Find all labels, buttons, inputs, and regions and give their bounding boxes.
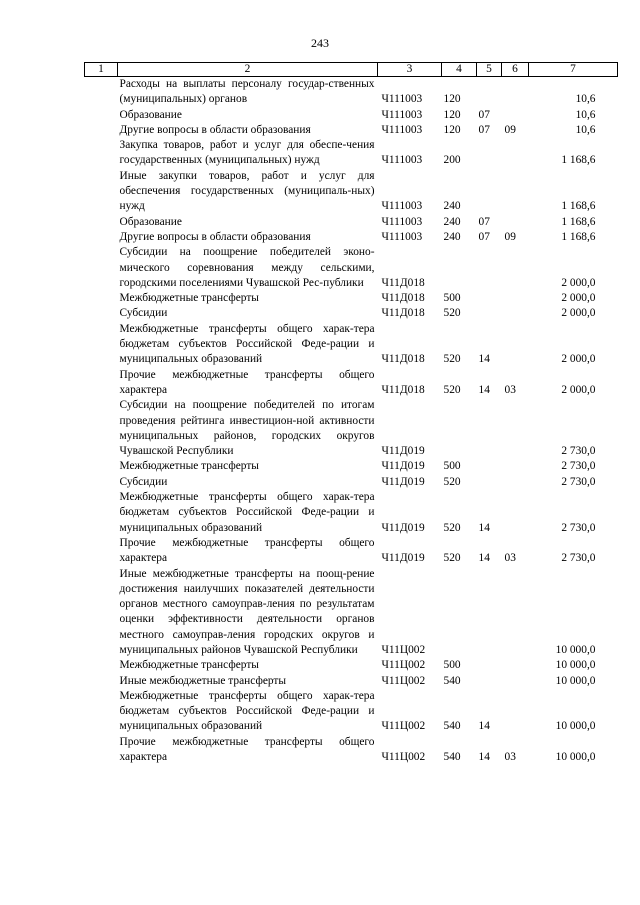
row-subsection-code	[502, 322, 529, 368]
table-row	[85, 674, 618, 689]
row-expense-type-code: 520	[443, 307, 461, 320]
row-section-code: 14	[478, 521, 490, 534]
row-expense-type-code: 500	[443, 292, 461, 305]
header-col-5: 5	[477, 63, 502, 77]
row-target-article-code: Ч111003	[381, 200, 423, 213]
row-subsection-code: 03	[504, 751, 516, 764]
row-expense-type-code: 200	[443, 154, 461, 167]
row-section-code: 07	[478, 215, 490, 228]
row-section-code: 14	[478, 720, 490, 733]
row-name: Иные межбюджетные трансферты на поощ-рение достижения наилучших показателей деятельности органов местного самоуправ-ления по результатам оценки эффективности деятельности органов местного самоуправ-ления городских округов и муниципальных районов Чувашской Республики	[119, 567, 375, 656]
row-subsection-code	[502, 245, 529, 291]
header-col-4: 4	[442, 63, 477, 77]
row-name: Прочие межбюджетные трансферты общего характера	[119, 735, 375, 764]
row-expense-type-code: 520	[443, 552, 461, 565]
row-expense-type-code: 520	[443, 475, 461, 488]
row-amount: 10,6	[575, 108, 596, 121]
row-number-cell	[85, 77, 118, 108]
row-name: Межбюджетные трансферты	[119, 292, 259, 305]
row-expense-type-code: 540	[443, 751, 461, 764]
row-amount: 10 000,0	[555, 659, 596, 672]
row-subsection-code	[502, 108, 529, 123]
row-amount: 2 730,0	[561, 552, 596, 565]
row-number-cell	[85, 490, 118, 536]
row-target-article-code: Ч111003	[381, 215, 423, 228]
row-section-code: 14	[478, 383, 490, 396]
row-amount: 10 000,0	[555, 751, 596, 764]
row-amount: 10 000,0	[555, 674, 596, 687]
header-col-3: 3	[378, 63, 442, 77]
row-section-code	[477, 475, 502, 490]
row-name: Прочие межбюджетные трансферты общего характера	[119, 536, 375, 565]
table-body	[85, 77, 618, 766]
table-row	[85, 322, 618, 368]
row-target-article-code: Ч111003	[381, 230, 423, 243]
table-row	[85, 689, 618, 735]
row-number-cell	[85, 306, 118, 321]
row-subsection-code	[502, 490, 529, 536]
row-amount: 2 730,0	[561, 475, 596, 488]
row-section-code	[477, 459, 502, 474]
row-subsection-code	[502, 138, 529, 169]
row-amount: 1 168,6	[561, 200, 596, 213]
table-row	[85, 108, 618, 123]
row-name: Межбюджетные трансферты	[119, 460, 259, 473]
row-section-code	[477, 567, 502, 659]
row-amount: 2 730,0	[561, 460, 596, 473]
row-name: Межбюджетные трансферты общего харак-тера бюджетам субъектов Российской Феде-рации и муниципальных образований	[119, 689, 375, 733]
row-target-article-code: Ч11Д018	[381, 292, 425, 305]
table-row	[85, 138, 618, 169]
row-name: Межбюджетные трансферты	[119, 659, 259, 672]
row-number-cell	[85, 567, 118, 659]
row-number-cell	[85, 536, 118, 567]
row-subsection-code	[502, 475, 529, 490]
row-amount: 10,6	[575, 123, 596, 136]
row-name: Субсидии на поощрение победителей эконо-мического соревнования между сельскими, городскими поселениями Чувашской Рес-публики	[119, 246, 375, 289]
row-number-cell	[85, 674, 118, 689]
row-amount: 10,6	[575, 93, 596, 106]
row-subsection-code: 09	[504, 123, 516, 136]
row-name: Другие вопросы в области образования	[119, 230, 311, 243]
row-amount: 2 730,0	[561, 445, 596, 458]
table-row	[85, 490, 618, 536]
header-col-7: 7	[529, 63, 618, 77]
page-number: 243	[311, 36, 329, 50]
row-expense-type-code: 520	[443, 383, 461, 396]
row-target-article-code: Ч11Ц002	[381, 674, 426, 687]
row-amount: 10 000,0	[555, 720, 596, 733]
row-subsection-code	[502, 291, 529, 306]
row-target-article-code: Ч11Д019	[381, 460, 425, 473]
table-row	[85, 123, 618, 138]
row-number-cell	[85, 169, 118, 215]
row-section-code	[477, 674, 502, 689]
row-number-cell	[85, 138, 118, 169]
row-section-code: 14	[478, 552, 490, 565]
table-row	[85, 77, 618, 108]
header-col-2: 2	[118, 63, 378, 77]
row-amount: 1 168,6	[561, 154, 596, 167]
row-expense-type-code: 520	[443, 353, 461, 366]
row-expense-type-code: 500	[443, 460, 461, 473]
row-subsection-code	[502, 306, 529, 321]
row-name: Прочие межбюджетные трансферты общего характера	[119, 368, 375, 396]
table-row	[85, 567, 618, 659]
row-name: Межбюджетные трансферты общего харак-тера бюджетам субъектов Российской Феде-рации и муниципальных образований	[119, 491, 375, 534]
row-number-cell	[85, 215, 118, 230]
row-target-article-code: Ч11Д019	[381, 475, 425, 488]
row-name: Другие вопросы в области образования	[119, 123, 311, 136]
row-expense-type-code	[442, 567, 477, 659]
table-row	[85, 475, 618, 490]
row-subsection-code	[502, 77, 529, 108]
row-number-cell	[85, 689, 118, 735]
table-row	[85, 459, 618, 474]
row-subsection-code	[502, 215, 529, 230]
row-target-article-code: Ч11Ц002	[381, 643, 426, 656]
table-header	[85, 63, 618, 77]
row-section-code	[477, 77, 502, 108]
row-target-article-code: Ч11Д019	[381, 552, 425, 565]
row-number-cell	[85, 245, 118, 291]
row-target-article-code: Ч11Д019	[381, 521, 425, 534]
row-section-code	[477, 291, 502, 306]
row-name: Закупка товаров, работ и услуг для обеспе-чения государственных (муниципальных) нужд	[119, 139, 375, 167]
row-number-cell	[85, 230, 118, 245]
row-target-article-code: Ч11Д018	[381, 276, 425, 289]
table-row	[85, 306, 618, 321]
row-section-code	[477, 658, 502, 673]
row-section-code: 14	[478, 353, 490, 366]
row-amount: 2 000,0	[561, 292, 596, 305]
row-section-code: 07	[478, 108, 490, 121]
row-subsection-code	[502, 658, 529, 673]
row-section-code	[477, 169, 502, 215]
row-subsection-code	[502, 169, 529, 215]
row-expense-type-code: 120	[443, 123, 461, 136]
row-number-cell	[85, 322, 118, 368]
header-col-6: 6	[502, 63, 529, 77]
row-expense-type-code	[442, 245, 477, 291]
row-amount: 1 168,6	[561, 230, 596, 243]
row-target-article-code: Ч11Д019	[381, 445, 425, 458]
row-amount: 2 000,0	[561, 353, 596, 366]
row-section-code: 07	[478, 230, 490, 243]
row-expense-type-code: 540	[443, 720, 461, 733]
row-expense-type-code: 500	[443, 659, 461, 672]
row-number-cell	[85, 658, 118, 673]
row-subsection-code: 09	[504, 230, 516, 243]
row-target-article-code: Ч111003	[381, 93, 423, 106]
row-number-cell	[85, 735, 118, 766]
row-amount: 2 730,0	[561, 521, 596, 534]
table-row	[85, 215, 618, 230]
table-row	[85, 536, 618, 567]
row-amount: 2 000,0	[561, 276, 596, 289]
row-name: Субсидии	[119, 307, 168, 320]
row-section-code	[477, 306, 502, 321]
row-section-code	[477, 138, 502, 169]
row-subsection-code	[502, 689, 529, 735]
table-row	[85, 245, 618, 291]
row-name: Расходы на выплаты персоналу государ-ственных (муниципальных) органов	[119, 78, 375, 106]
row-section-code: 07	[478, 123, 490, 136]
row-amount: 1 168,6	[561, 215, 596, 228]
row-amount: 10 000,0	[555, 643, 596, 656]
row-target-article-code: Ч11Д018	[381, 307, 425, 320]
row-target-article-code: Ч11Д018	[381, 383, 425, 396]
row-target-article-code: Ч111003	[381, 123, 423, 136]
table-row	[85, 169, 618, 215]
row-expense-type-code: 120	[443, 93, 461, 106]
row-number-cell	[85, 368, 118, 399]
row-target-article-code: Ч11Ц002	[381, 751, 426, 764]
row-subsection-code	[502, 567, 529, 659]
row-name: Иные закупки товаров, работ и услуг для обеспечения государственных (муниципаль-ных) нужд	[119, 169, 375, 213]
table-row	[85, 230, 618, 245]
row-number-cell	[85, 291, 118, 306]
row-section-code	[477, 245, 502, 291]
row-number-cell	[85, 398, 118, 459]
row-expense-type-code: 520	[443, 521, 461, 534]
row-number-cell	[85, 108, 118, 123]
table-row	[85, 658, 618, 673]
row-name: Образование	[119, 215, 182, 228]
row-expense-type-code: 240	[443, 230, 461, 243]
row-name: Образование	[119, 108, 182, 121]
row-name: Межбюджетные трансферты общего харак-тера бюджетам субъектов Российской Феде-рации и муниципальных образований	[119, 322, 375, 366]
row-number-cell	[85, 459, 118, 474]
row-section-code: 14	[478, 751, 490, 764]
header-col-1: 1	[85, 63, 118, 77]
row-expense-type-code: 240	[443, 200, 461, 213]
row-subsection-code: 03	[504, 552, 516, 565]
table-row	[85, 291, 618, 306]
row-expense-type-code	[442, 398, 477, 459]
row-target-article-code: Ч11Ц002	[381, 659, 426, 672]
row-expense-type-code: 120	[443, 108, 461, 121]
row-section-code	[477, 398, 502, 459]
row-number-cell	[85, 475, 118, 490]
row-amount: 2 000,0	[561, 383, 596, 396]
row-target-article-code: Ч11Ц002	[381, 720, 426, 733]
row-name: Субсидии	[119, 475, 168, 488]
row-amount: 2 000,0	[561, 307, 596, 320]
table-row	[85, 398, 618, 459]
row-subsection-code: 03	[504, 383, 516, 396]
row-subsection-code	[502, 459, 529, 474]
row-target-article-code: Ч11Д018	[381, 353, 425, 366]
row-subsection-code	[502, 674, 529, 689]
table-row	[85, 735, 618, 766]
row-number-cell	[85, 123, 118, 138]
row-name: Иные межбюджетные трансферты	[119, 674, 287, 687]
table-row	[85, 368, 618, 399]
row-expense-type-code: 240	[443, 215, 461, 228]
budget-table	[84, 62, 618, 765]
row-subsection-code	[502, 398, 529, 459]
row-target-article-code: Ч111003	[381, 154, 423, 167]
row-name: Субсидии на поощрение победителей по итогам проведения рейтинга инвестицион-ной активности муниципальных районов, городских округов Чувашской Республики	[119, 399, 375, 458]
row-target-article-code: Ч111003	[381, 108, 423, 121]
header-row	[85, 63, 618, 77]
row-expense-type-code: 540	[443, 674, 461, 687]
